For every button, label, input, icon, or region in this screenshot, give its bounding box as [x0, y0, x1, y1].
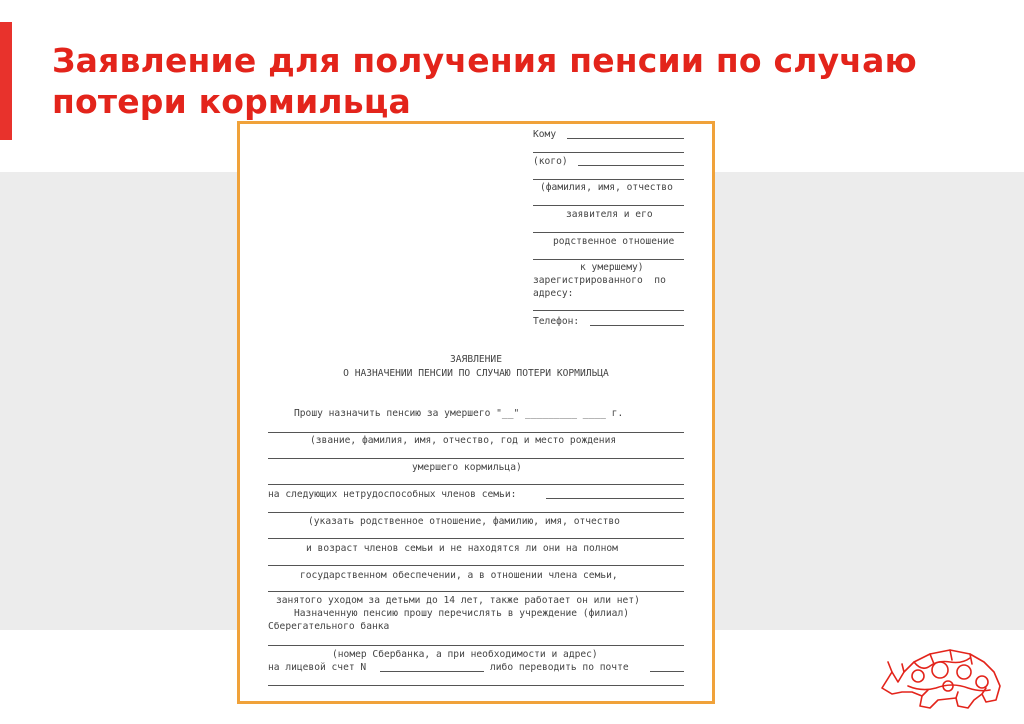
body-line	[268, 538, 684, 539]
deceased-hint-1: (звание, фамилия, имя, отчество, год и место рождения	[310, 435, 617, 446]
addressee-to-line	[567, 138, 684, 139]
addressee-line	[533, 179, 684, 180]
transfer-line: Назначенную пенсию прошу перечислять в учреждение (филиал)	[294, 608, 630, 619]
body-line	[268, 591, 684, 592]
addressee-phone-line	[590, 325, 684, 326]
body-line	[268, 432, 684, 433]
deceased-hint-2: умершего кормильца)	[412, 462, 522, 473]
request-line: Прошу назначить пенсию за умершего "__" _________ ____ г.	[294, 408, 624, 419]
body-line	[268, 458, 684, 459]
addressee-line	[533, 205, 684, 206]
bank-line: Сберегательного банка	[268, 621, 390, 632]
bank-hint: (номер Сбербанка, а при необходимости и адрес)	[332, 649, 598, 660]
addressee-whom-line	[578, 165, 684, 166]
addressee-line	[533, 152, 684, 153]
addressee-address-label: адресу:	[533, 288, 574, 299]
body-line	[268, 512, 684, 513]
application-form	[240, 124, 712, 701]
body-line	[268, 645, 684, 646]
family-hint-3: государственном обеспечении, а в отношении члена семьи,	[300, 570, 618, 581]
addressee-to-label: Кому	[533, 129, 557, 140]
family-members-label: на следующих нетрудоспособных членов семьи:	[268, 489, 517, 500]
family-members-line	[546, 498, 684, 499]
addressee-phone-label: Телефон:	[533, 316, 580, 327]
body-line	[268, 565, 684, 566]
addressee-relation-hint: родственное отношение	[553, 236, 675, 247]
title-accent-bar	[0, 22, 12, 140]
slide-title: Заявление для получения пенсии по случаю потери кормильца	[52, 41, 917, 121]
post-line	[650, 671, 684, 672]
rhino-icon	[878, 642, 1008, 712]
addressee-line	[533, 232, 684, 233]
document-frame	[237, 121, 715, 704]
document-title: ЗАЯВЛЕНИЕ	[450, 354, 502, 365]
account-line	[380, 671, 484, 672]
family-hint-4: занятого уходом за детьми до 14 лет, также работает он или нет)	[276, 595, 640, 606]
addressee-fio-hint: (фамилия, имя, отчество	[540, 182, 673, 193]
account-label: на лицевой счет N	[268, 662, 367, 673]
addressee-applicant-hint: заявителя и его	[566, 209, 653, 220]
body-line	[268, 484, 684, 485]
addressee-line	[533, 259, 684, 260]
addressee-deceased-hint: к умершему)	[580, 262, 644, 273]
family-hint-1: (указать родственное отношение, фамилию, имя, отчество	[308, 516, 620, 527]
body-line	[268, 685, 684, 686]
addressee-line	[533, 310, 684, 311]
addressee-registered-label: зарегистрированного по	[533, 275, 666, 286]
family-hint-2: и возраст членов семьи и не находятся ли они на полном	[306, 543, 618, 554]
post-label: либо переводить по почте	[490, 662, 629, 673]
document-subtitle: О НАЗНАЧЕНИИ ПЕНСИИ ПО СЛУЧАЮ ПОТЕРИ КОРМИЛЬЦА	[343, 368, 609, 379]
addressee-whom-label: (кого)	[533, 156, 568, 167]
